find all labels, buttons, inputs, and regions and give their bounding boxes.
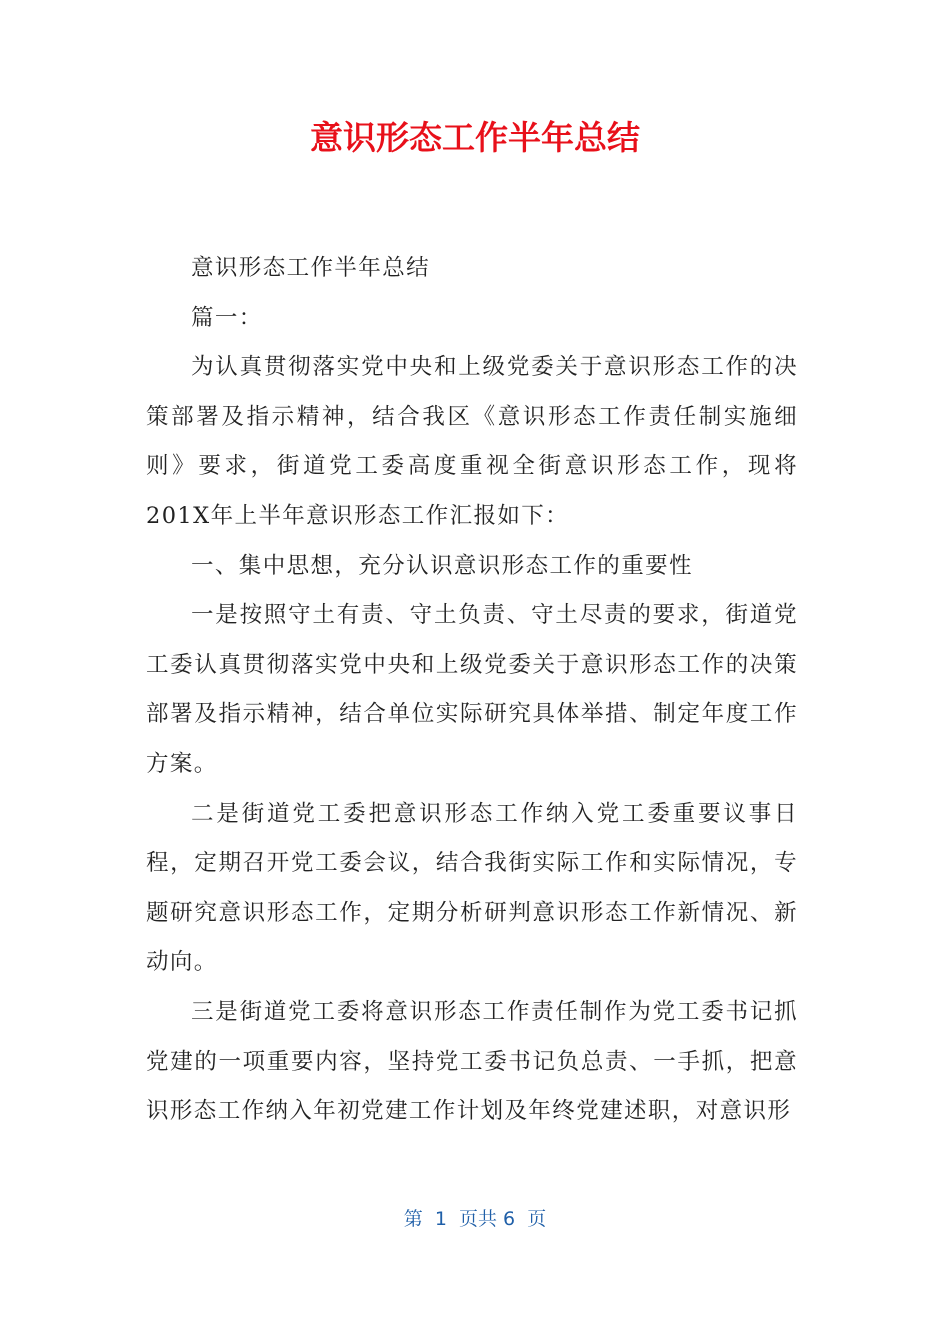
document-title: 意识形态工作半年总结 bbox=[310, 118, 640, 157]
paragraph-point-one: 一是按照守土有责、守土负责、守土尽责的要求，街道党工委认真贯彻落实党中央和上级党委关于意识形态工作的决策部署及指示精神，结合单位实际研究具体举措、制定年度工作方案。 bbox=[146, 602, 798, 777]
paragraph-subheading: 一、集中思想，充分认识意识形态工作的重要性 bbox=[191, 552, 693, 579]
document-body bbox=[146, 244, 798, 1137]
paragraph-intro: 为认真贯彻落实党中央和上级党委关于意识形态工作的决策部署及指示精神，结合我区《意识形态工作责任制实施细则》要求，街道党工委高度重视全街意识形态工作，现将201X年上半年意识形态工作汇报如下： bbox=[146, 354, 798, 529]
paragraph-point-three: 三是街道党工委将意识形态工作责任制作为党工委书记抓党建的一项重要内容，坚持党工委书记负总责、一手抓，把意识形态工作纳入年初党建工作计划及年终党建述职，对意识形 bbox=[146, 998, 798, 1125]
page-number-footer: 第 1 页共 6 页 bbox=[403, 1208, 547, 1230]
paragraph-section-label: 篇一： bbox=[191, 304, 263, 331]
paragraph-heading: 意识形态工作半年总结 bbox=[191, 255, 431, 281]
paragraph-point-two: 二是街道党工委把意识形态工作纳入党工委重要议事日程，定期召开党工委会议，结合我街实际工作和实际情况，专题研究意识形态工作，定期分析研判意识形态工作新情况、新动向。 bbox=[146, 800, 798, 976]
